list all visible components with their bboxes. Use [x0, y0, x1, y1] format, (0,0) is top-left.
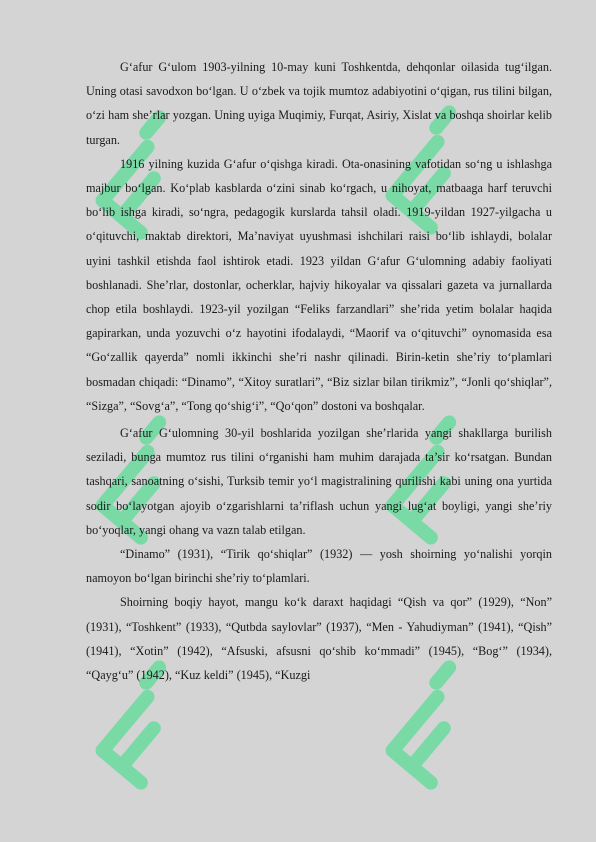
paragraph-2: 1916 yilning kuzida G‘afur o‘qishga kiradi. Ota-onasining vafotidan so‘ng u ishlashga majbur bo‘lgan. Ko‘plab kasblarda o‘zini sinab ko‘rgach, u nihoyat, matbaaga harf teruvchi bo‘lib ishga kiradi, so‘ngra, pedagogik kurslarda tahsil oladi. 1919-yildan 1927-yilgacha u o‘qituvchi, maktab direktori, Ma’naviyat uyushmasi ishchilari raisi bo‘lib ishlaydi, bolalar uyini tashkil etishda faol ishtirok etadi. 1923 yildan G‘afur G‘ulomning adabiy faoliyati boshlanadi. She’rlar, dostonlar, ocherklar, hajviy hikoyalar va qissalari gazeta va jurnallarda chop etila boshlaydi. 1923-yil yozilgan “Feliks farzandlari” she’rida yetim bolalar haqida gapirarkan, unda yozuvchi o‘z hayotini ifodalaydi, “Maorif va o‘qituvchi” oynomasida esa “Go‘zallik qayerda” nomli ikkinchi she’ri nashr qilinadi. Birin-ketin she’riy to‘plamlari bosmadan chiqadi: “Dinamo”, “Xitoy suratlari”, “Biz sizlar bilan tirikmiz”, “Jonli qo‘shiqlar”, “Sizga”, “Sovg‘a”, “Tong qo‘shig‘i”, “Qo‘qon” dostoni va boshqalar.	[86, 156, 552, 413]
document-body	[86, 55, 552, 687]
paragraph-3: G‘afur G‘ulomning 30-yil boshlarida yozilgan she’rlarida yangi shakllarga burilish seziladi, bunga mumtoz rus tilini o‘rganishi ham muhim darajada ta’sir ko‘rsatgan. Bundan tashqari, sanoatning o‘sishi, Turksib temir yo‘l magistralining qurilishi kabi uning ona yurtida sodir bo‘layotgan ajoyib o‘zgarishlarni ta’riflash uchun yangi lug‘at boyligi, yangi she’riy bo‘yoqlar, yangi ohang va vazn talab etilgan.	[86, 426, 552, 537]
paragraph-5: Shoirning boqiy hayot, mangu ko‘k daraxt haqidagi “Qish va qor” (1929), “Non” (1931), “Toshkent” (1933), “Qutbda saylovlar” (1937), “Men - Yahudiyman” (1941), “Qish” (1941), “Xotin” (1942), “Afsuski, afsusni qo‘shib ko‘mmadi” (1945), “Bog‘” (1934), “Qayg‘u” (1942), “Kuz keldi” (1945), “Kuzgi	[86, 595, 552, 683]
paragraph-1: G‘afur G‘ulom 1903-yilning 10-may kuni Toshkentda, dehqonlar oilasida tug‘ilgan. Uning otasi savodxon bo‘lgan. U o‘zbek va tojik mumtoz adabiyotini o‘qigan, rus tilini bilgan, o‘zi ham she’rlar yozgan. Uning uyiga Muqimiy, Furqat, Asiriy, Xislat va boshqa shoirlar kelib turgan.	[86, 60, 552, 147]
paragraph-4: “Dinamo” (1931), “Tirik qo‘shiqlar” (1932) — yosh shoirning yo‘nalishi yorqin namoyon bo‘lgan birinchi she’riy to‘plamlari.	[86, 547, 552, 586]
